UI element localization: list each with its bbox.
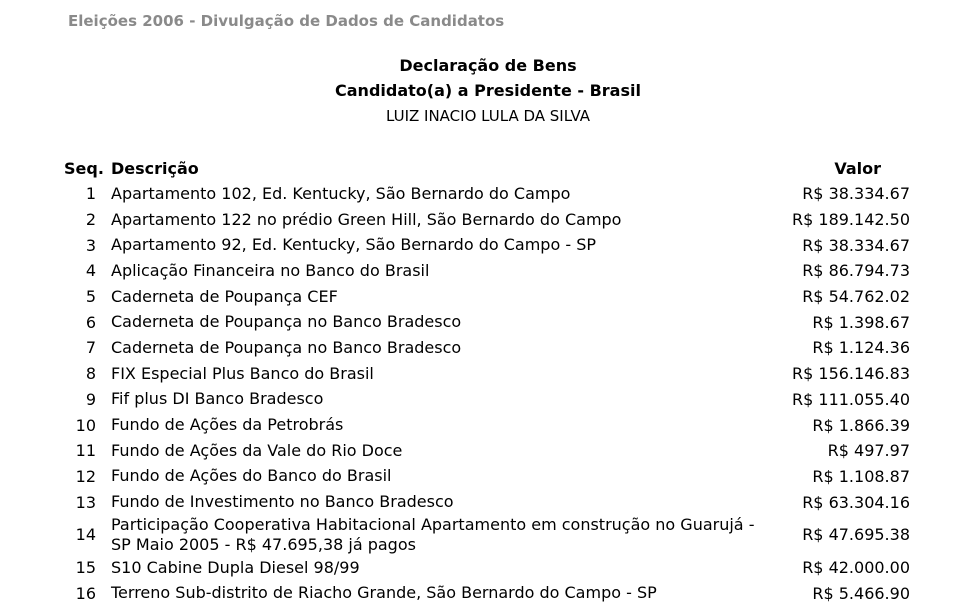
row-description: Fundo de Ações da Vale do Rio Doce xyxy=(111,440,403,460)
page-title: Declaração de Bens xyxy=(399,56,577,75)
row-description: Fundo de Investimento no Banco Bradesco xyxy=(111,492,454,512)
row-description: Fundo de Ações da Petrobrás xyxy=(111,415,344,435)
row-value: R$ 189.142.50 xyxy=(792,210,910,230)
table-row xyxy=(62,309,914,335)
app-title: Eleições 2006 - Divulgação de Dados de Candidatos xyxy=(68,12,505,30)
header-value: Valor xyxy=(834,158,881,178)
page-subtitle: Candidato(a) a Presidente - Brasil xyxy=(335,81,641,100)
row-value: R$ 5.466.90 xyxy=(812,583,910,603)
row-seq: 13 xyxy=(75,492,96,512)
assets-table xyxy=(62,155,914,606)
table-row xyxy=(62,489,914,515)
table-row xyxy=(62,464,914,490)
row-value: R$ 1.398.67 xyxy=(812,312,910,332)
header-seq: Seq. xyxy=(64,158,104,178)
row-seq: 15 xyxy=(75,558,96,578)
table-row xyxy=(62,438,914,464)
row-value: R$ 38.334.67 xyxy=(802,184,910,204)
row-seq: 7 xyxy=(85,338,96,358)
table-row xyxy=(62,207,914,233)
row-description: Apartamento 92, Ed. Kentucky, São Bernardo do Campo - SP xyxy=(111,235,596,255)
row-seq: 6 xyxy=(85,312,96,332)
row-seq: 12 xyxy=(75,466,96,486)
row-seq: 14 xyxy=(75,525,96,545)
row-value: R$ 497.97 xyxy=(827,441,910,461)
row-value: R$ 156.146.83 xyxy=(792,364,910,384)
row-description: Caderneta de Poupança no Banco Bradesco xyxy=(111,337,462,357)
row-value: R$ 38.334.67 xyxy=(802,235,910,255)
row-value: R$ 54.762.02 xyxy=(802,287,910,307)
row-seq: 8 xyxy=(85,364,96,384)
row-seq: 1 xyxy=(85,184,96,204)
row-description: Fundo de Ações do Banco do Brasil xyxy=(111,466,392,486)
row-description: Caderneta de Poupança CEF xyxy=(111,286,338,306)
table-row xyxy=(62,361,914,387)
table-row xyxy=(62,555,914,581)
table-row xyxy=(62,581,914,607)
row-description: Terreno Sub-distrito de Riacho Grande, São Bernardo do Campo - SP xyxy=(111,583,657,603)
table-row xyxy=(62,412,914,438)
row-value: R$ 1.866.39 xyxy=(812,415,910,435)
row-description: Fif plus DI Banco Bradesco xyxy=(111,389,324,409)
row-description: Aplicação Financeira no Banco do Brasil xyxy=(111,260,430,280)
row-description: Apartamento 122 no prédio Green Hill, São Bernardo do Campo xyxy=(111,209,622,229)
row-value: R$ 111.055.40 xyxy=(792,389,910,409)
row-value: R$ 63.304.16 xyxy=(802,492,910,512)
table-header-row xyxy=(62,155,914,181)
table-row xyxy=(62,335,914,361)
table-row xyxy=(62,515,914,555)
row-seq: 3 xyxy=(85,235,96,255)
row-description: FIX Especial Plus Banco do Brasil xyxy=(111,363,374,383)
table-row xyxy=(62,284,914,310)
table-row xyxy=(62,232,914,258)
row-value: R$ 47.695.38 xyxy=(802,525,910,545)
assets-table-body xyxy=(62,181,914,606)
table-row xyxy=(62,181,914,207)
row-value: R$ 86.794.73 xyxy=(802,261,910,281)
header-description: Descrição xyxy=(111,158,199,178)
row-seq: 16 xyxy=(75,583,96,603)
row-value: R$ 42.000.00 xyxy=(802,558,910,578)
table-row xyxy=(62,387,914,413)
row-description: Apartamento 102, Ed. Kentucky, São Bernardo do Campo xyxy=(111,183,571,203)
table-row xyxy=(62,258,914,284)
row-value: R$ 1.124.36 xyxy=(812,338,910,358)
row-description: Participação Cooperativa Habitacional Apartamento em construção no Guarujá - SP Maio 2005 - R$ 47.695,38 já pagos xyxy=(111,514,755,554)
row-description: Caderneta de Poupança no Banco Bradesco xyxy=(111,312,462,332)
row-seq: 9 xyxy=(85,389,96,409)
row-seq: 11 xyxy=(75,441,96,461)
row-description: S10 Cabine Dupla Diesel 98/99 xyxy=(111,557,360,577)
row-value: R$ 1.108.87 xyxy=(812,466,910,486)
row-seq: 10 xyxy=(75,415,96,435)
row-seq: 4 xyxy=(85,261,96,281)
row-seq: 2 xyxy=(85,210,96,230)
candidate-name: LUIZ INACIO LULA DA SILVA xyxy=(385,107,591,125)
row-seq: 5 xyxy=(85,287,96,307)
